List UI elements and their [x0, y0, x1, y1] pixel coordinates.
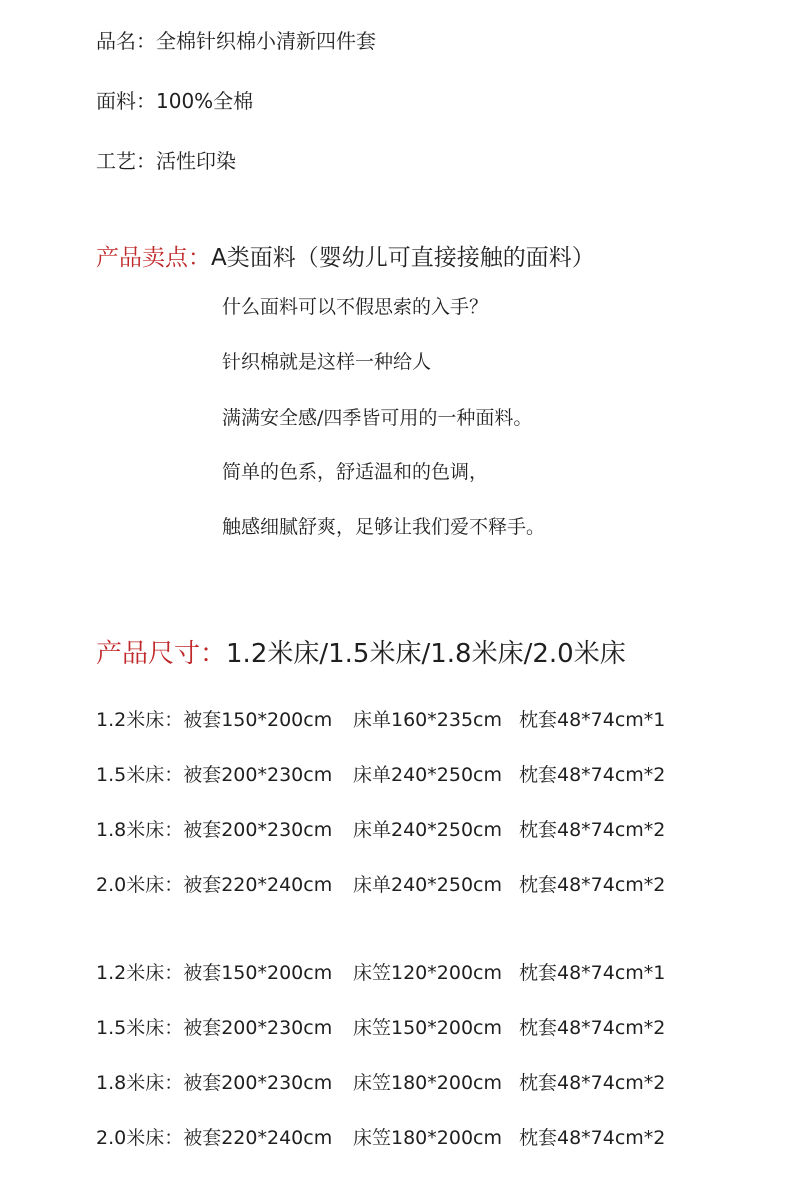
spec-craft-value: 活性印染	[156, 149, 236, 173]
sheet-size: 床单240*250cm	[353, 819, 502, 841]
spec-fabric-label: 面料：	[96, 89, 156, 113]
pillow-size: 枕套48*74cm*2	[519, 874, 666, 896]
selling-line: 触感细腻舒爽，足够让我们爱不释手。	[222, 516, 546, 538]
spec-name-label: 品名：	[96, 29, 156, 53]
sheet-size: 床单240*250cm	[353, 874, 502, 896]
duvet-size: 1.5米床：被套200*230cm	[96, 764, 333, 786]
fitted-sheet-size: 床笠180*200cm	[353, 1072, 502, 1094]
selling-label: 产品卖点：	[96, 245, 211, 271]
size-value: 1.2米床/1.5米床/1.8米床/2.0米床	[226, 639, 626, 669]
selling-line: 满满安全感/四季皆可用的一种面料。	[222, 407, 533, 429]
duvet-size: 1.8米床：被套200*230cm	[96, 819, 333, 841]
sheet-size: 床单240*250cm	[353, 764, 502, 786]
pillow-size: 枕套48*74cm*1	[519, 962, 666, 984]
spec-fabric-value: 100%全棉	[156, 89, 254, 113]
pillow-size: 枕套48*74cm*2	[519, 819, 666, 841]
duvet-size: 1.5米床：被套200*230cm	[96, 1017, 333, 1039]
spec-name	[96, 31, 376, 51]
fitted-sheet-size: 床笠150*200cm	[353, 1017, 502, 1039]
pillow-size: 枕套48*74cm*2	[519, 764, 666, 786]
pillow-size: 枕套48*74cm*1	[519, 709, 666, 731]
spec-craft	[96, 151, 236, 171]
duvet-size: 2.0米床：被套220*240cm	[96, 1127, 333, 1149]
spec-name-value: 全棉针织棉小清新四件套	[156, 29, 376, 53]
selling-line: 什么面料可以不假思索的入手？	[222, 296, 489, 318]
spec-craft-label: 工艺：	[96, 149, 156, 173]
duvet-size: 2.0米床：被套220*240cm	[96, 874, 333, 896]
pillow-size: 枕套48*74cm*2	[519, 1017, 666, 1039]
selling-line: 针织棉就是这样一种给人	[222, 351, 432, 373]
duvet-size: 1.2米床：被套150*200cm	[96, 962, 333, 984]
duvet-size: 1.8米床：被套200*230cm	[96, 1072, 333, 1094]
selling-headline: A类面料（婴幼儿可直接接触的面料）	[211, 245, 595, 271]
spec-fabric	[96, 91, 253, 111]
size-label: 产品尺寸：	[96, 639, 227, 669]
duvet-size: 1.2米床：被套150*200cm	[96, 709, 333, 731]
selling-line: 简单的色系，舒适温和的色调，	[222, 461, 489, 483]
size-heading	[96, 641, 626, 667]
pillow-size: 枕套48*74cm*2	[519, 1127, 666, 1149]
sheet-size: 床单160*235cm	[353, 709, 502, 731]
selling-heading	[96, 247, 595, 270]
fitted-sheet-size: 床笠180*200cm	[353, 1127, 502, 1149]
pillow-size: 枕套48*74cm*2	[519, 1072, 666, 1094]
fitted-sheet-size: 床笠120*200cm	[353, 962, 502, 984]
